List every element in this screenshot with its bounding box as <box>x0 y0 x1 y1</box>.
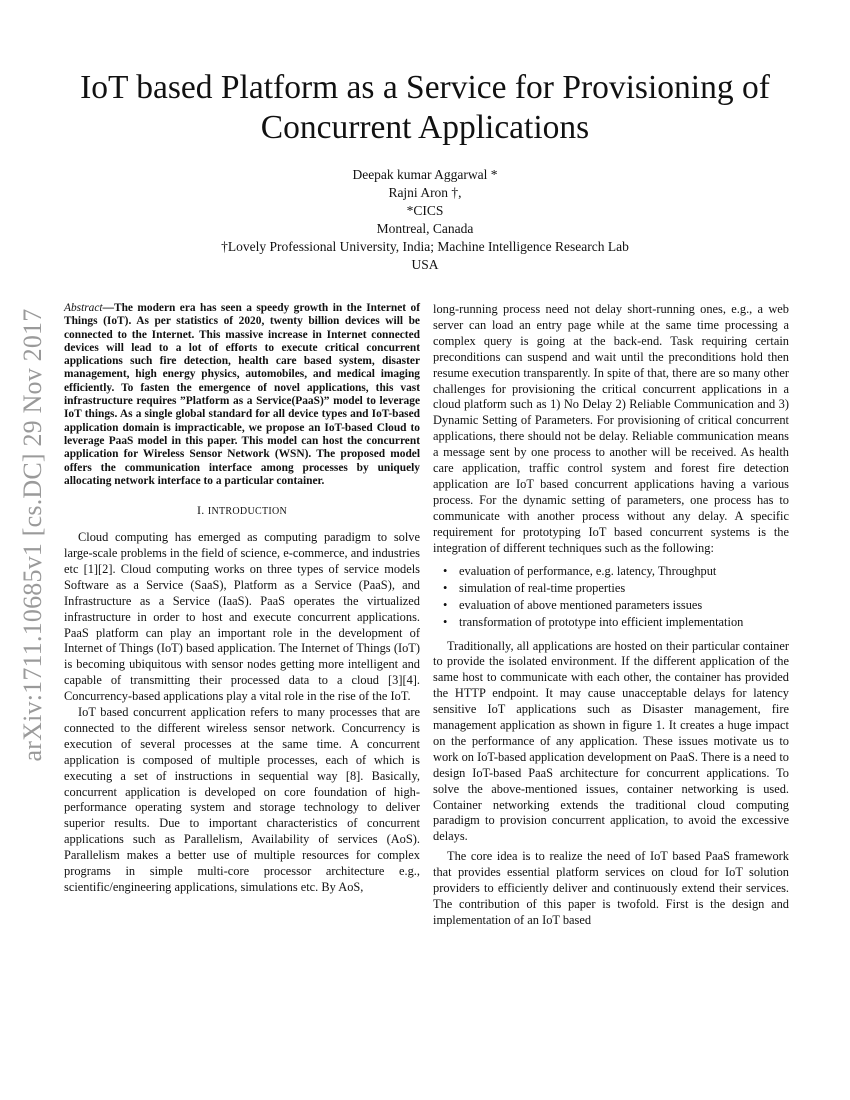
list-item: • transformation of prototype into efficient implementation <box>449 614 789 631</box>
abstract-text: —The modern era has seen a speedy growth in the Internet of Things (IoT). As per statistics of 2020, twenty billion devices will be connected to the Internet. This massive increase in Internet connected devices will lead to a lot of efforts to execute critical concurrent applications such fire detection, health care based system, disaster management, high energy physics, automobiles, and medical imaging efficiently. To fasten the emergence of novel applications, this vast infrastructure requires ”Platform as a Service(PaaS)” model to leverage IoT things. As a single global standard for all device types and IoT-based application domain is impracticable, we propose an IoT-based Cloud to leverage PaaS model in this paper. This model can host the concurrent application for Wireless Sensor Network (WSN). The proposed model offers the communication interface among processes by uniquely allocating network interface to a particular container. <box>64 302 420 487</box>
intro-paragraph: long-running process need not delay short-running ones, e.g., a web server can load an entry page while at the same time processing a complex query is going at the back-end. Task requiring certain preconditions can suspend and wait until the preconditions hold then resume execution transparently. In spite of that, there are so many other challenges for provisioning the critical concurrent applications in a cloud platform such as 1) No Delay 2) Reliable Communication and 3) Dynamic Setting of Parameters. For provisioning of critical concurrent applications, there should not be delay. Reliable communication means a message sent by one process to another will be received. As health care application, traffic control system and forest fire detection application are IoT based concurrent applications having a various process. For the dynamic setting of parameters, one process has to communicate with another process without any delay. A specific requirement for prototyping IoT based concurrent systems is the integration of different techniques such as the following: <box>433 302 789 555</box>
right-column <box>433 302 789 929</box>
list-item: • evaluation of above mentioned parameters issues <box>449 597 789 614</box>
list-item: • evaluation of performance, e.g. latency, Throughput <box>449 563 789 580</box>
paper-title: IoT based Platform as a Service for Provisioning of Concurrent Applications <box>80 69 770 146</box>
left-column <box>64 302 420 896</box>
arxiv-identifier <box>0 0 60 1100</box>
abstract-lead: Abstract <box>64 302 103 314</box>
arxiv-id-text: arXiv:1711.10685v1 [cs.DC] 29 Nov 2017 <box>18 308 47 762</box>
intro-paragraph: Cloud computing has emerged as computing paradigm to solve large-scale problems in the field of science, e-commerce, and industries etc [1][2]. Cloud computing works on three types of service models Software as a Service (SaaS), Platform as a Service (PaaS), and Infrastructure as a Service (IaaS). PaaS operates the virtualized infrastructure in order to host and execute concurrent applications. PaaS platform can play an important role in the development of Internet of Things (IoT) based application. The Internet of Things (IoT) is becoming ubiquitous with sensor nodes getting more intelligent and capable of transmitting their processed data to a cloud [3][4]. Concurrency-based applications play a vital role in the rise of the IoT. <box>64 530 420 704</box>
affiliation-2-location: USA <box>411 257 439 272</box>
list-item: • simulation of real-time properties <box>449 580 789 597</box>
affiliation-2-name: †Lovely Professional University, India; Machine Intelligence Research Lab <box>221 239 629 254</box>
intro-paragraph: IoT based concurrent application refers to many processes that are connected to the different wireless sensor network. Concurrency is execution of several processes at the same time. A concurrent application is composed of multiple processes, each of which is executing a set of instructions in sequential way [8]. Basically, concurrent application is developed on core foundation of high-performance operating system and storage technology to deliver superior results. Due to important characteristics of concurrent applications such as Parallelism, Availability of services (AoS). Parallelism makes a better use of multiple resources for complex programs in simple multi-core processor architecture e.g., scientific/engineering applications, simulations etc. By AoS, <box>64 705 420 894</box>
author-1: Deepak kumar Aggarwal * <box>352 167 498 182</box>
abstract <box>64 302 420 488</box>
section-number: I. <box>196 503 205 518</box>
section-title: INTRODUCTION <box>207 506 288 518</box>
intro-paragraph: Traditionally, all applications are hosted on their particular container to provide the isolated environment. If the different application of the same host to communicate with each other, the container has provided the HTTP endpoint. It may cause unacceptable delays for latency sensitive IoT applications such as Disaster management, fire management application as shown in figure 1. It creates a huge impact on the performance of any application. These issues motivate us to work on IoT-based application development on PaaS. There is a need to design IoT-based PaaS architecture for concurrent applications. To solve the above-mentioned issues, container networking is used. Container networking extends the traditional cloud computing paradigm to provision concurrent application, to avoid the excessive delays. <box>433 638 789 844</box>
affiliation-1-location: Montreal, Canada <box>376 221 474 236</box>
affiliation-1-name: *CICS <box>406 203 444 218</box>
intro-paragraph: The core idea is to realize the need of IoT based PaaS framework that provides essential platform services on cloud for IoT solution providers to efficiently deliver and continuously extend their services. The contribution of this paper is twofold. First is the design and implementation of an IoT based <box>433 849 789 927</box>
author-2: Rajni Aron †, <box>388 185 462 200</box>
section-heading-introduction <box>64 503 420 520</box>
requirements-list <box>433 563 789 631</box>
author-block <box>60 166 790 274</box>
